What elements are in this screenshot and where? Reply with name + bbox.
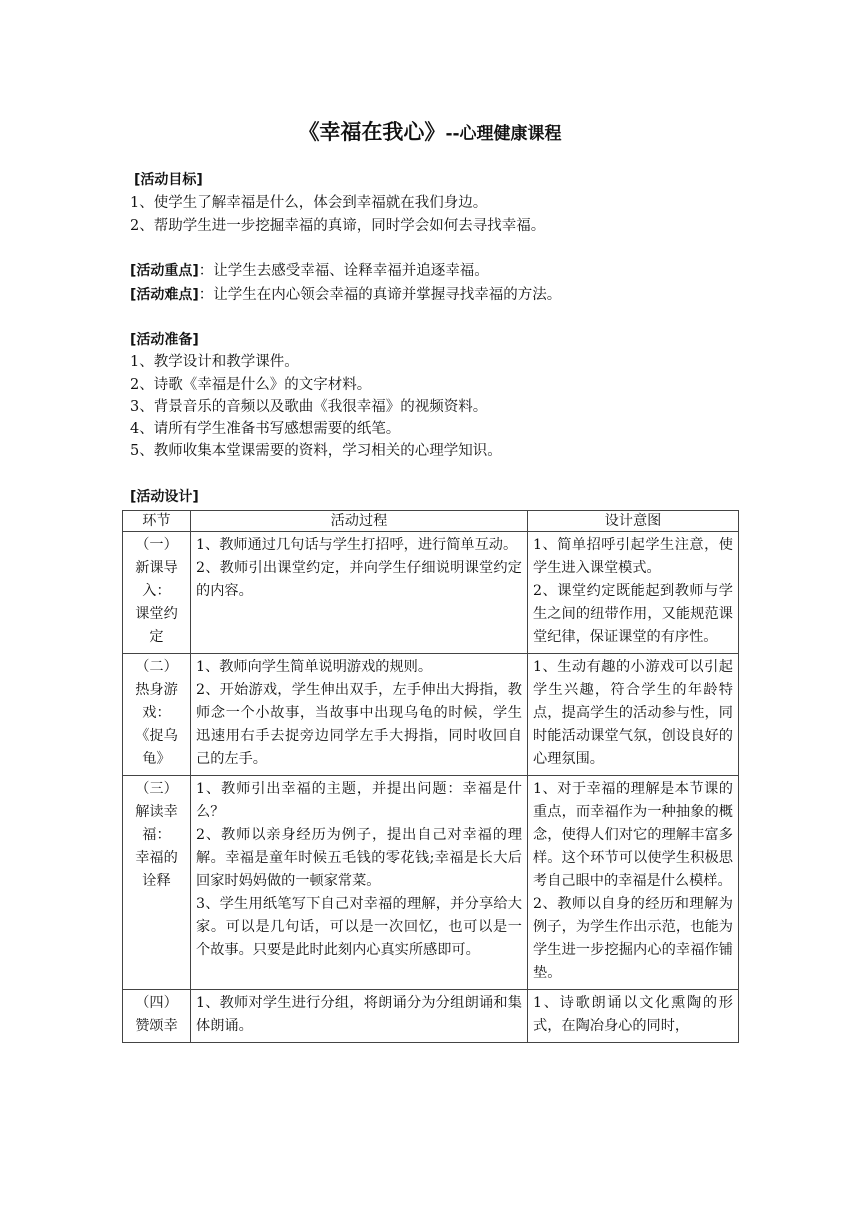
- column-header-intent: 设计意图: [528, 511, 739, 532]
- process-text: 1、教师引出幸福的主题，并提出问题：幸福是什么？: [196, 781, 522, 820]
- table-header-row: [123, 511, 739, 532]
- preparation-item: 1、教学设计和教学课件。: [130, 354, 299, 370]
- design-heading: [活动设计]: [130, 489, 199, 505]
- preparation-item: 5、教师收集本堂课需要的资料，学习相关的心理学知识。: [130, 443, 502, 459]
- stage-text: 戏：: [142, 705, 171, 721]
- intent-text: 1、生动有趣的小游戏可以引起学生兴趣，符合学生的年龄特点，提高学生的活动参与性，同时能活动课堂气氛，创设良好的心理氛围。: [533, 659, 733, 767]
- intent-cell: [528, 654, 739, 776]
- goal-item: 1、使学生了解幸福是什么，体会到幸福就在我们身边。: [130, 195, 488, 211]
- process-text: 2、教师以亲身经历为例子，提出自己对幸福的理解。幸福是童年时候五毛钱的零花钱;幸福是长大后回家时妈妈做的一顿家常菜。: [196, 827, 522, 889]
- process-text: 2、开始游戏，学生伸出双手，左手伸出大拇指，教师念一个小故事，当故事中出现乌龟的时候，学生迅速用右手去捉旁边同学左手大拇指，同时收回自己的左手。: [196, 682, 522, 767]
- process-cell: [191, 776, 528, 990]
- difficulty: [130, 285, 561, 305]
- table-row: [123, 776, 739, 990]
- difficulty-label: [活动难点]: [130, 287, 199, 303]
- table-row: [123, 654, 739, 776]
- intent-text: 1、简单招呼引起学生注意，使学生进入课堂模式。: [533, 537, 733, 576]
- preparation-item: 4、请所有学生准备书写感想需要的纸笔。: [130, 421, 401, 437]
- process-text: 2、教师引出课堂约定，并向学生仔细说明课堂约定的内容。: [196, 560, 522, 599]
- activity-design-table: [122, 510, 739, 1043]
- stage-cell: [123, 776, 191, 990]
- stage-text: 解读幸: [135, 804, 178, 820]
- preparation-heading: [活动准备]: [130, 332, 199, 348]
- stage-text: 热身游: [135, 682, 178, 698]
- stage-text: 龟》: [142, 751, 171, 767]
- process-cell: [191, 654, 528, 776]
- stage-text: （二）: [135, 659, 178, 675]
- table-row: [123, 990, 739, 1043]
- key-point-text: ：让学生去感受幸福、诠释幸福并追逐幸福。: [198, 263, 489, 279]
- title-main: 《幸福在我心》: [298, 120, 446, 144]
- process-cell: [191, 532, 528, 654]
- process-text: 1、教师对学生进行分组，将朗诵分为分组朗诵和集体朗诵。: [196, 995, 522, 1034]
- column-header-process: 活动过程: [191, 511, 528, 532]
- process-text: 1、教师向学生简单说明游戏的规则。: [196, 659, 433, 675]
- intent-text: 1、对于幸福的理解是本节课的重点，而幸福作为一种抽象的概念，使得人们对它的理解丰富多样。这个环节可以使学生积极思考自己眼中的幸福是什么模样。: [533, 781, 733, 889]
- stage-text: （一）: [135, 537, 178, 553]
- preparation-item: 3、背景音乐的音频以及歌曲《我很幸福》的视频资料。: [130, 399, 488, 415]
- intent-cell: [528, 776, 739, 990]
- stage-cell: [123, 654, 191, 776]
- stage-text: 新课导: [135, 560, 178, 576]
- intent-cell: [528, 532, 739, 654]
- stage-text: 诠释: [142, 873, 171, 889]
- intent-text: 2、教师以自身的经历和理解为例子，为学生作出示范，也能为学生进一步挖掘内心的幸福作铺垫。: [533, 896, 733, 981]
- stage-text: 定: [149, 629, 164, 645]
- stage-text: （三）: [135, 781, 178, 797]
- stage-text: 课堂约: [135, 606, 178, 622]
- process-text: 3、学生用纸笔写下自己对幸福的理解，并分享给大家。可以是几句话，可以是一次回忆，也可以是一个故事。只要是此时此刻内心真实所感即可。: [196, 896, 522, 958]
- column-header-stage: 环节: [123, 511, 191, 532]
- intent-cell: [528, 990, 739, 1043]
- goals-heading: [活动目标]: [134, 172, 203, 188]
- process-text: 1、教师通过几句话与学生打招呼，进行简单互动。: [196, 537, 518, 553]
- title-subtitle: --心理健康课程: [445, 124, 562, 144]
- key-point-label: [活动重点]: [130, 263, 199, 279]
- intent-text: 1、诗歌朗诵以文化熏陶的形式，在陶冶身心的同时，: [533, 995, 733, 1034]
- stage-text: 入：: [142, 583, 171, 599]
- preparation-item: 2、诗歌《幸福是什么》的文字材料。: [130, 377, 372, 393]
- intent-text: 2、课堂约定既能起到教师与学生之间的纽带作用，又能规范课堂纪律，保证课堂的有序性。: [533, 583, 733, 645]
- key-point: [130, 261, 489, 281]
- stage-text: （四）: [135, 995, 178, 1011]
- stage-text: 福：: [142, 827, 171, 843]
- stage-cell: [123, 532, 191, 654]
- document-title: [0, 116, 860, 146]
- goal-item: 2、帮助学生进一步挖掘幸福的真谛，同时学会如何去寻找幸福。: [130, 218, 546, 234]
- difficulty-text: ：让学生在内心领会幸福的真谛并掌握寻找幸福的方法。: [198, 287, 562, 303]
- stage-text: 幸福的: [135, 850, 178, 866]
- stage-text: 《捉乌: [135, 728, 178, 744]
- process-cell: [191, 990, 528, 1043]
- stage-cell: [123, 990, 191, 1043]
- table-row: [123, 532, 739, 654]
- stage-text: 赞颂幸: [135, 1018, 178, 1034]
